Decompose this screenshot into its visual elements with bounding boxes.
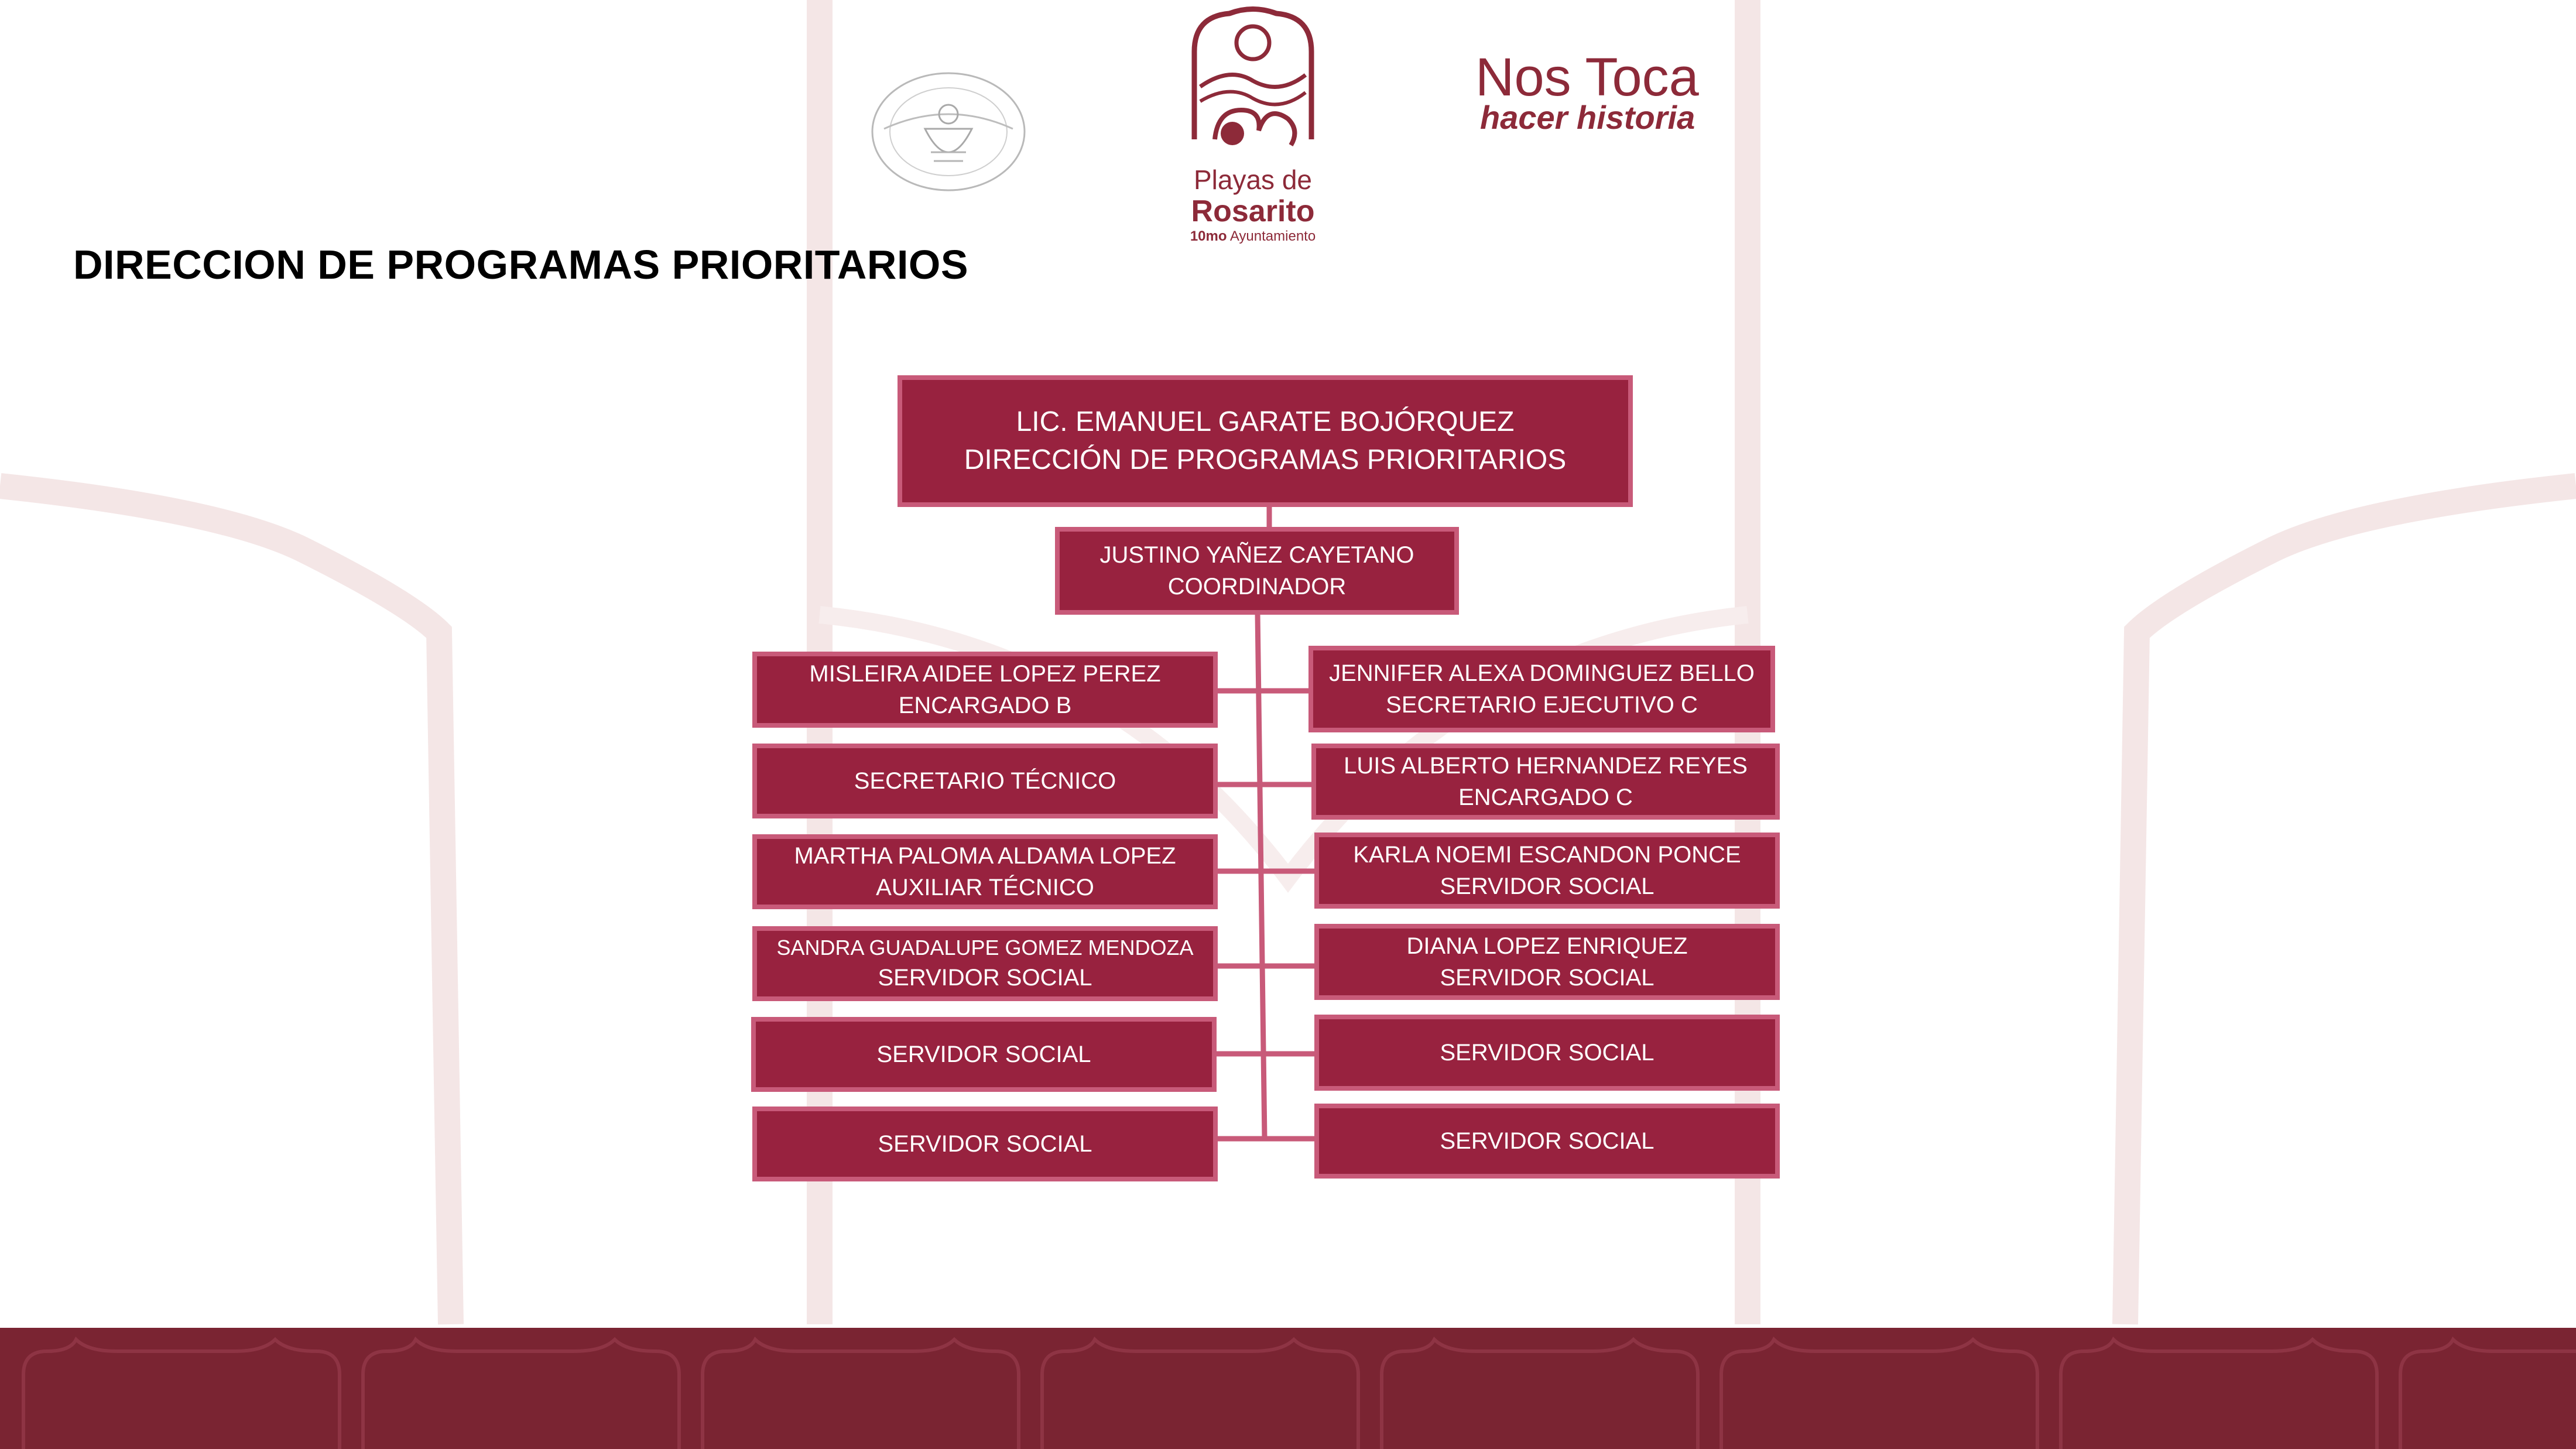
org-node-right-2 <box>1311 744 1780 820</box>
footer-band <box>0 1328 2576 1449</box>
logo-text-line3: 10mo Ayuntamiento <box>1190 228 1316 244</box>
hacer-historia-text: hacer historia <box>1480 99 1695 136</box>
node-role: SERVIDOR SOCIAL <box>1440 965 1654 991</box>
node-name: SERVIDOR SOCIAL <box>1440 1040 1654 1066</box>
node-role: SERVIDOR SOCIAL <box>878 965 1092 991</box>
node-name: LIC. EMANUEL GARATE BOJÓRQUEZ <box>1016 406 1515 437</box>
node-name: SERVIDOR SOCIAL <box>1440 1128 1654 1154</box>
org-node-director <box>898 375 1633 507</box>
nos-toca-text: Nos Toca <box>1475 50 1699 107</box>
node-role: SERVIDOR SOCIAL <box>1440 873 1654 899</box>
org-node-left-6 <box>752 1107 1218 1181</box>
node-role: SECRETARIO EJECUTIVO C <box>1386 692 1698 718</box>
node-name: MARTHA PALOMA ALDAMA LOPEZ <box>794 843 1176 869</box>
node-name: KARLA NOEMI ESCANDON PONCE <box>1353 842 1741 868</box>
node-role: AUXILIAR TÉCNICO <box>876 875 1094 900</box>
node-name: MISLEIRA AIDEE LOPEZ PEREZ <box>809 661 1161 687</box>
node-role: ENCARGADO B <box>898 693 1072 718</box>
logo-text-line1: Playas de <box>1193 165 1313 195</box>
org-node-right-4 <box>1314 924 1780 1000</box>
node-name: SERVIDOR SOCIAL <box>878 1131 1092 1157</box>
org-node-left-5 <box>751 1017 1217 1092</box>
org-node-left-1 <box>752 652 1218 728</box>
node-name: DIANA LOPEZ ENRIQUEZ <box>1406 933 1688 959</box>
org-node-right-5 <box>1314 1015 1780 1091</box>
org-node-right-6 <box>1314 1104 1780 1179</box>
node-name: JENNIFER ALEXA DOMINGUEZ BELLO <box>1329 660 1755 686</box>
node-name: SANDRA GUADALUPE GOMEZ MENDOZA <box>776 935 1194 960</box>
node-name: JUSTINO YAÑEZ CAYETANO <box>1099 542 1414 568</box>
org-node-left-3 <box>752 834 1218 909</box>
node-role: COORDINADOR <box>1167 574 1347 600</box>
org-node-left-2 <box>752 744 1218 818</box>
org-node-left-4 <box>752 926 1218 1001</box>
node-name: LUIS ALBERTO HERNANDEZ REYES <box>1344 753 1748 779</box>
org-node-right-1 <box>1308 646 1775 732</box>
node-name: SERVIDOR SOCIAL <box>876 1042 1091 1067</box>
logo-text-line2: Rosarito <box>1191 194 1315 228</box>
page-title: DIRECCION DE PROGRAMAS PRIORITARIOS <box>73 242 969 287</box>
node-role: ENCARGADO C <box>1458 785 1633 810</box>
node-role: DIRECCIÓN DE PROGRAMAS PRIORITARIOS <box>964 444 1567 475</box>
node-name: SECRETARIO TÉCNICO <box>854 768 1116 794</box>
org-node-right-3 <box>1314 833 1780 909</box>
org-node-coordinator <box>1055 527 1459 615</box>
